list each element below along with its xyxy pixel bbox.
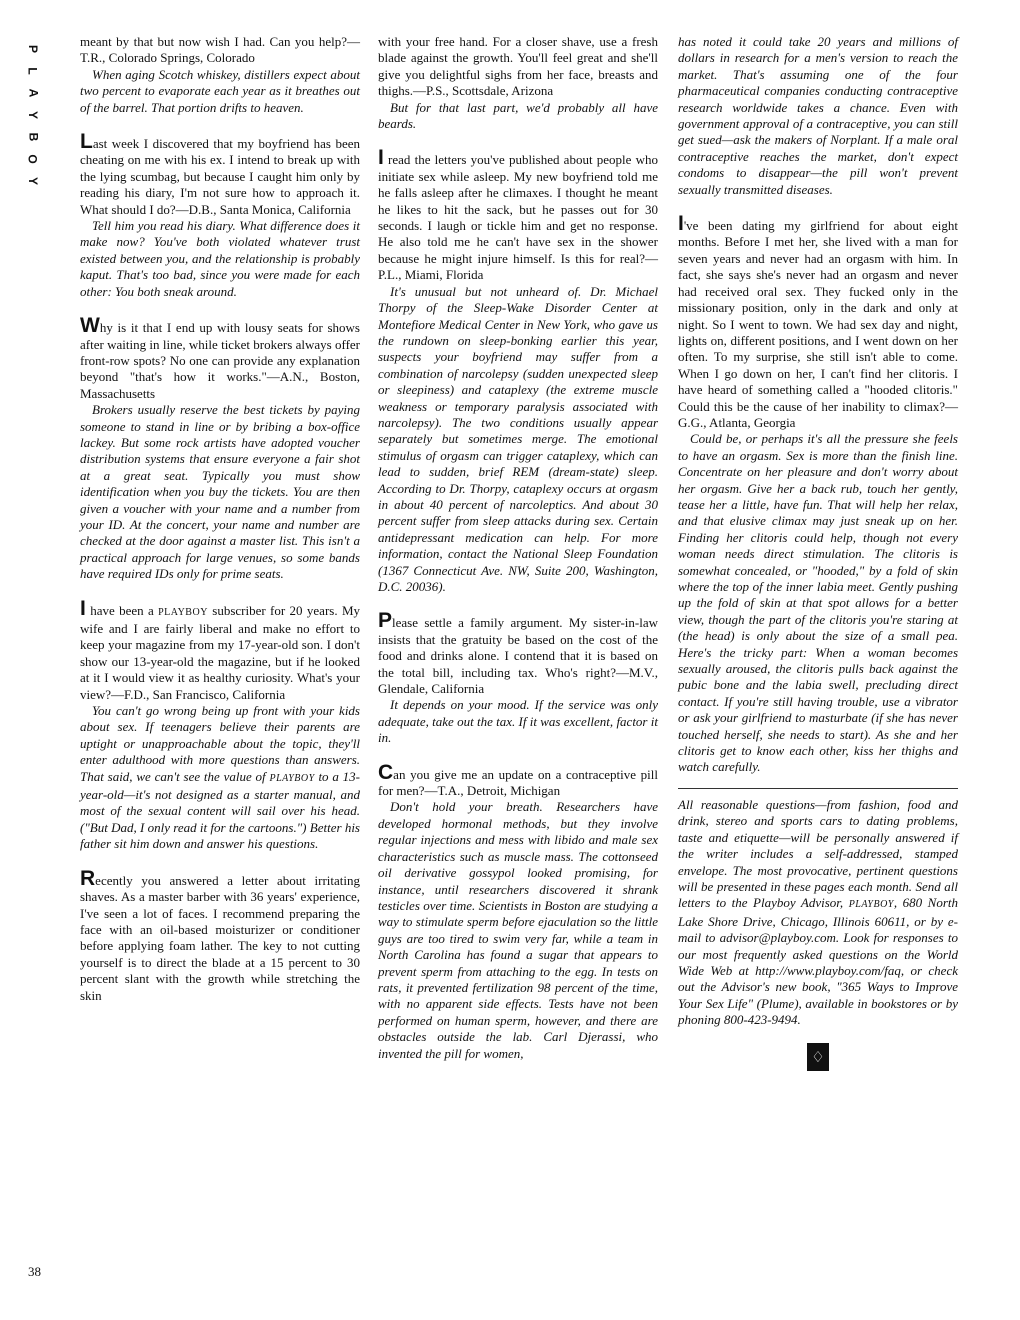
drop-cap: I bbox=[378, 146, 384, 170]
brand-name: PLAYBOY bbox=[848, 899, 894, 911]
drop-cap: I bbox=[80, 596, 86, 620]
label-letter: O bbox=[26, 154, 40, 164]
advice-item bbox=[678, 34, 958, 198]
note-body: , 680 North Lake Shore Drive, Chicago, Illinois 60611, or by e-mail to advisor@playboy.com. Look for responses to our most frequently asked questions on the World Wide Web at http://www.playboy.com/faq, or check out the Advisor's new book, "365 Ways to Improve Your Sex Life" (Plume), available in bookstores or by phoning 800-423-9494. bbox=[678, 895, 958, 1028]
label-letter: L bbox=[26, 67, 40, 75]
label-letter: B bbox=[25, 132, 40, 142]
label-letter: Y bbox=[25, 110, 40, 120]
magazine-vertical-label bbox=[22, 38, 44, 192]
answer-text: It's unusual but not unheard of. Dr. Michael Thorpy of the Sleep-Wake Disorder Center at Montefiore Medical Center in New York, who gave us the rundown on sleep-bonking earlier this year, suspects your boyfriend may suffer from a combination of narcolepsy (sudden unexpected sleep or sleepiness) and cataplexy (the extreme muscle weakness or temporary paralysis associated with narcolepsy). The two conditions usually appear separately but sometimes merge. The emotional stimulus of orgasm can trigger cataplexy, which can lead to sudden, brief REM (dream-state) sleep. According to Dr. Thorpy, cataplexy occurs at orgasm in about 40 percent of narcoleptics. And about 30 percent suffer from sleep attacks during sex. Certain antidepressant medication can help. For more information, contact the National Sleep Foundation (1367 Connecticut Ave. NW, Suite 200, Washington, D.C. 20036). bbox=[378, 283, 658, 594]
question-text bbox=[378, 609, 658, 697]
advice-item bbox=[678, 212, 958, 776]
drop-cap: W bbox=[80, 314, 100, 338]
drop-cap: C bbox=[378, 760, 394, 784]
drop-cap: L bbox=[80, 130, 93, 154]
label-letter: P bbox=[25, 44, 40, 54]
answer-text: When aging Scotch whiskey, distillers expect about two percent to evaporate each year as it breathes out of the barrel. That portion drifts to heaven. bbox=[80, 66, 360, 115]
answer-body: You can't go wrong being up front with your kids about sex. If teenagers believe their parents are uptight or unapproachable about the topic, they'll enter adulthood with more questions than answers. That said, we can't see the value of bbox=[80, 703, 360, 784]
drop-cap: R bbox=[80, 866, 96, 890]
rabbit-head-icon: ♢ bbox=[807, 1043, 829, 1071]
question-text: with your free hand. For a closer shave, use a fresh blade against the growth. You'll feel great and she'll give you delightful sighs from her face, breasts and thighs.—P.S., Scottsdale, Arizona bbox=[378, 34, 658, 99]
question-text: meant by that but now wish I had. Can you help?—T.R., Colorado Springs, Colorado bbox=[80, 34, 360, 66]
answer-text: Tell him you read his diary. What difference does it make now? You've both violated whatever trust existed between you, and the relationship is probably kaput. That's too bad, since you were made for each other: You both sneak around. bbox=[80, 218, 360, 299]
question-body: an you give me an update on a contraceptive pill for men?—T.A., Detroit, Michigan bbox=[378, 766, 658, 799]
advice-item bbox=[378, 760, 658, 1062]
answer-text: Could be, or perhaps it's all the pressure she feels to have an orgasm. Sex is more than the finish line. Concentrate on her pleasure and don't worry about her orgasm. Give her a back rub, touch her gently, tease her a little, have fun. That will help her relax, and that elusive climax may just sneak up on her. Finding her clitoris could help, though not every woman needs direct stimulation. The clitoris is somewhat concealed, or "hooded," by a fold of skin where the top of the inner labia meet. Gently pushing up the fold of skin at that spot allows for a better view, though the part of the clitoris you're staring at (the head) is only about the size of a small pea. Here's the tricky part: When a woman becomes sexually aroused, the clitoris pulls back against the pubic bone and the labia swell, precluding direct contact. If you're still having trouble, use a vibrator or ask your girlfriend to masturbate (if she has never touched herself, she needs to start). As she and her clitoris get to know each other, kiss her thighs and watch carefully. bbox=[678, 431, 958, 775]
question-body: read the letters you've published about people who initiate sex while asleep. My new boyfriend told me he falls asleep after he climaxes. I thought he meant he likes to hit the sack, but he passes out for 30 seconds. I laugh or tickle him and get no response. He also told me he can't have sex in the shower because he might injure himself. Is this for real?—P.L., Miami, Florida bbox=[378, 152, 658, 283]
answer-body: to a 13-year-old—it's not designed as a starter manual, and most of the sexual content will sail over his head. ("But Dad, I only read it for the cartoons.") Better his father sit him down and answer his questions. bbox=[80, 768, 360, 852]
answer-text: Brokers usually reserve the best tickets by paying someone to stand in line or by bribing a box-office lackey. But some rock artists have adopted voucher distribution systems that ensure everyone a fair shot at a great seat. Typically you must show identification when you buy the tickets. You are then given a voucher with your name and a number from your ID. At the concert, your name and number are checked at the door against a master list. This isn't a practical approach for large venues, so some bands have required IDs only for prime seats. bbox=[80, 402, 360, 582]
note-body: All reasonable questions—from fashion, food and drink, stereo and sports cars to dating problems, taste and etiquette—will be personally answered if the writer includes a self-addressed, stamped envelope. The most provocative, pertinent questions will be presented in these pages each month. Send all letters to the Playboy Advisor, bbox=[678, 796, 958, 911]
question-text bbox=[378, 760, 658, 800]
answer-text bbox=[80, 703, 360, 853]
answer-text: It depends on your mood. If the service was only adequate, take out the tax. If it was excellent, factor it in. bbox=[378, 697, 658, 746]
question-body: 've been dating my girlfriend for about eight months. Before I met her, she lived with a man for seven years and never had an orgasm with him. In fact, she says she's never had an orgasm and never had received oral sex. They fucked only in the missionary position, only in the dark and only at night. So I went to town. We had sex day and night, lights on, different positions, and I went down on her often. To my surprise, she still isn't able to come. When I go down on her, I can't find her clitoris. I have heard of something called a "hooded clitoris." Could this be the cause of her inability to climax?—G.G., Atlanta, Georgia bbox=[678, 218, 958, 430]
question-text bbox=[80, 866, 360, 1004]
question-text bbox=[80, 596, 360, 703]
column-2 bbox=[378, 34, 658, 1074]
question-body: ast week I discovered that my boyfriend has been cheating on me with his ex. I intend to break up with the lying scumbag, but because I caught him only by reading his diary, I'm not sure how to approach it. What should I do?—D.B., Santa Monica, California bbox=[80, 136, 360, 217]
advice-item bbox=[80, 34, 360, 116]
brand-name: PLAYBOY bbox=[269, 772, 315, 784]
advice-item bbox=[80, 130, 360, 300]
question-body: have been a bbox=[85, 602, 159, 618]
question-body: subscriber for 20 years. My wife and I are fairly liberal and make no effort to keep your magazine from my 17-year-old son. I don't show our 13-year-old the magazine, but if he looked at it I would view it as healthy curiosity. What's your view?—F.D., San Francisco, California bbox=[80, 602, 360, 702]
advice-item bbox=[378, 609, 658, 746]
advice-item bbox=[378, 146, 658, 595]
advisor-submission-note bbox=[678, 797, 958, 1029]
answer-text: Don't hold your breath. Researchers have developed hormonal methods, but they involve regular injections and mess with libido and male sex characteristics such as muscle mass. The cottonseed oil derivative gossypol looked promising, for instance, until researchers discovered it shrank testicles over time. Scientists in Boston are studying a way to stimulate sperm before ejaculation so the little guys are too tired to swim very far, while a team in North Carolina has found a sugar that appears to prevent sperm from attaching to the egg. In tests on rats, it prevented fertilization 98 percent of the time, with no apparent side effects. Tests have not been performed on human sperm, however, and there are obstacles outside the lab. Carl Djerassi, who invented the pill for women, bbox=[378, 799, 658, 1061]
label-letter: Y bbox=[25, 176, 40, 186]
question-body: ecently you answered a letter about irritating shaves. As a master barber with 36 years' experience, I've seen a lot of faces. I recommend preparing the face with an oil-based moisturizer or conditioner before applying foam lather. The key to not cutting yourself is to direct the blade at a 15 percent to 30 percent slant with the growth while stretching the skin bbox=[80, 872, 360, 1003]
question-text bbox=[80, 314, 360, 402]
advice-item bbox=[80, 866, 360, 1004]
brand-name: PLAYBOY bbox=[158, 606, 208, 618]
drop-cap: P bbox=[378, 609, 393, 633]
question-text bbox=[678, 212, 958, 431]
question-body: hy is it that I end up with lousy seats for shows after waiting in line, while ticket brokers always offer front-row spots? No one can provide any explanation beyond "that's how it works."—A.N., Boston, Massachusetts bbox=[80, 320, 360, 401]
divider bbox=[678, 788, 958, 789]
drop-cap: I bbox=[678, 212, 684, 236]
advice-item bbox=[80, 314, 360, 583]
question-body: lease settle a family argument. My sister-in-law insists that the gratuity be based on the cost of the food and drinks alone. I contend that it is based on the total bill, including tax. Who's right?—M.V., Glendale, California bbox=[378, 615, 658, 697]
page-number: 38 bbox=[28, 1264, 41, 1279]
answer-text: But for that last part, we'd probably all have beards. bbox=[378, 99, 658, 132]
column-3 bbox=[678, 34, 958, 1071]
question-text bbox=[378, 146, 658, 283]
question-text bbox=[80, 130, 360, 218]
advice-item bbox=[80, 596, 360, 853]
column-1 bbox=[80, 34, 360, 1016]
label-letter: A bbox=[25, 88, 40, 98]
answer-text: has noted it could take 20 years and millions of dollars in research for a men's version to reach the market. That's assuming one of the four pharmaceutical companies conducting contraceptive research worldwide takes a chance. Even with government approval of a contraceptive, you can still get sued—ask the makers of Norplant. If a male oral contraceptive reaches the market, don't expect condoms to disappear—the pill won't prevent sexually transmitted diseases. bbox=[678, 34, 958, 197]
advice-item bbox=[378, 34, 658, 132]
